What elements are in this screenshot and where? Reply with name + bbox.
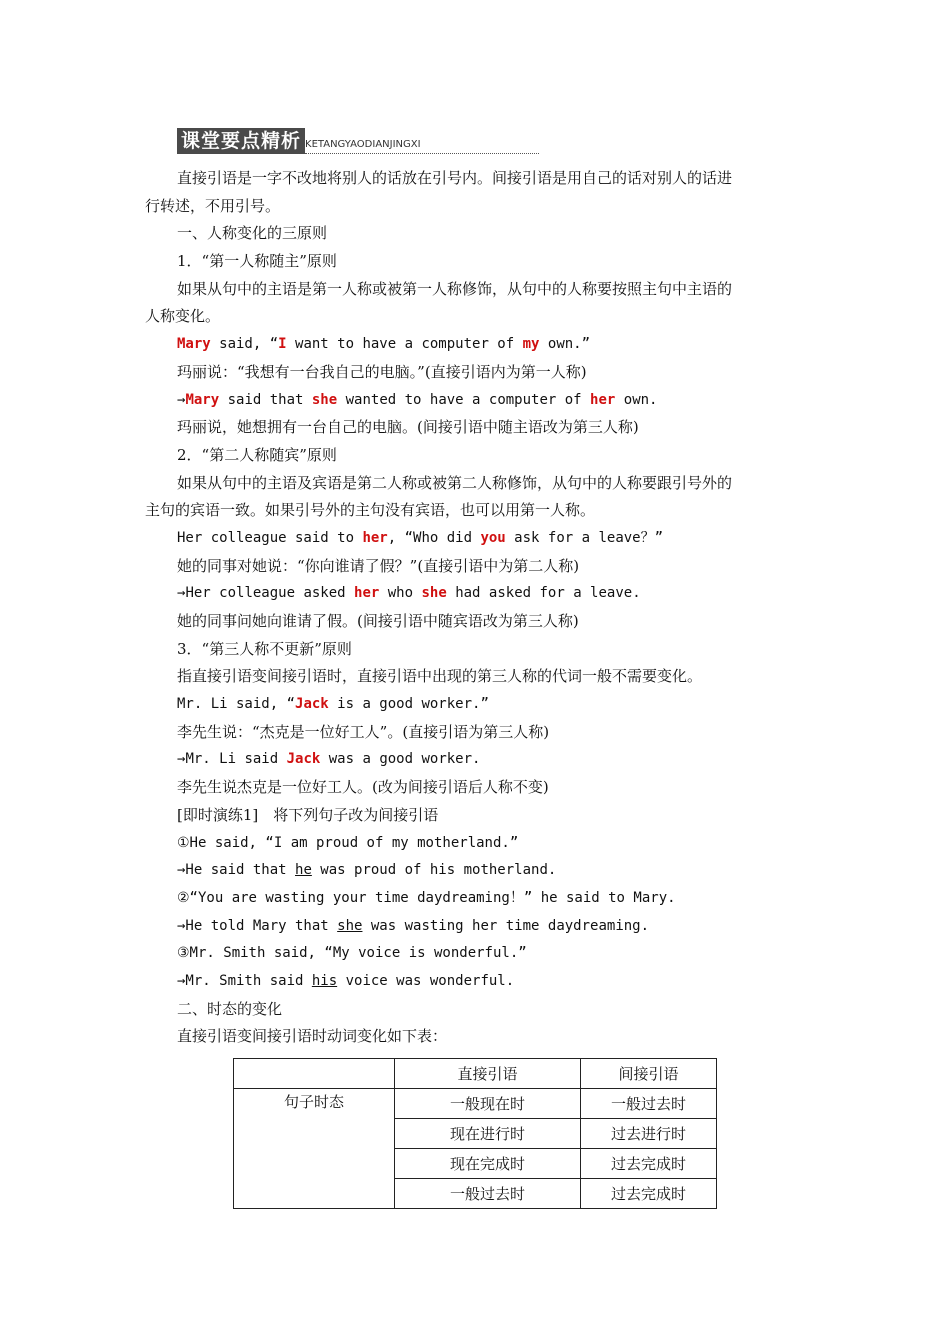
- header-title: 课堂要点精析: [177, 128, 305, 154]
- rule-2-title: 2．“第二人称随宾”原则: [177, 445, 337, 464]
- practice-2-answer: →He told Mary that she was wasting her time daydreaming.: [177, 917, 650, 934]
- highlight-word: Mary: [185, 391, 220, 408]
- table-header-cell: 间接引语: [581, 1059, 717, 1089]
- example-3-indirect-translation: 李先生说杰克是一位好工人。(改为间接引语后人称不变): [177, 778, 549, 797]
- highlight-word: Jack: [295, 696, 329, 713]
- section-2-desc: 直接引语变间接引语时动词变化如下表：: [177, 1027, 448, 1046]
- section-header: [177, 128, 539, 156]
- practice-1: ①He said, “I am proud of my motherland.”: [177, 834, 519, 851]
- highlight-word: her: [354, 585, 380, 602]
- highlight-word: Mary: [177, 336, 211, 353]
- example-3-translation: 李先生说：“杰克是一位好工人”。(直接引语为第三人称): [177, 722, 550, 741]
- intro-line-1: 直接引语是一字不改地将别人的话放在引号内。间接引语是用自己的话对别人的话进: [177, 169, 733, 187]
- arrow-icon: →: [177, 585, 186, 602]
- highlight-word: she: [311, 391, 338, 408]
- rule-2-desc-1: 如果从句中的主语及宾语是第二人称或被第二人称修饰，从句中的人称要跟引号外的: [177, 473, 733, 492]
- highlight-word: her: [362, 529, 388, 546]
- answer-word: his: [311, 972, 338, 989]
- rule-1-desc-1: 如果从句中的主语是第一人称或被第一人称修饰，从句中的人称要按照主句中主语的: [177, 279, 733, 298]
- arrow-icon: →: [177, 751, 186, 768]
- practice-1-answer: →He said that he was proud of his motherland.: [177, 862, 557, 879]
- example-3-indirect: →Mr. Li said Jack was a good worker.: [177, 751, 481, 768]
- example-3: Mr. Li said, “Jack is a good worker.”: [177, 696, 489, 713]
- rule-1-desc-2: 人称变化。: [145, 307, 221, 326]
- rule-3-desc: 指直接引语变间接引语时，直接引语中出现的第三人称的代词一般不需要变化。: [177, 667, 703, 686]
- example-2: Her colleague said to her, “Who did you ask for a leave？”: [177, 529, 664, 546]
- example-1-translation: 玛丽说：“我想有一台我自己的电脑。”(直接引语内为第一人称): [177, 362, 587, 381]
- example-2-indirect: →Her colleague asked her who she had asked for a leave.: [177, 585, 641, 602]
- highlight-word: Jack: [286, 751, 321, 768]
- example-2-indirect-translation: 她的同事问她向谁请了假。(间接引语中随宾语改为第三人称): [177, 612, 579, 630]
- rule-3-title: 3．“第三人称不更新”原则: [177, 639, 352, 658]
- table-cell: 现在进行时: [395, 1119, 581, 1149]
- highlight-word: my: [522, 336, 540, 353]
- highlight-word: you: [480, 529, 506, 546]
- section-1-title: 一、人称变化的三原则: [177, 224, 328, 243]
- practice-3-answer: →Mr. Smith said his voice was wonderful.: [177, 972, 515, 989]
- answer-word: she: [337, 917, 363, 934]
- example-1: Mary said, “I want to have a computer of my own.”: [177, 336, 591, 353]
- practice-2: ②“You are wasting your time daydreaming！” he said to Mary.: [177, 889, 676, 906]
- table-row: [234, 1089, 717, 1119]
- example-2-translation: 她的同事对她说：“你向谁请了假？”(直接引语中为第二人称): [177, 556, 580, 575]
- example-1-indirect: →Mary said that she wanted to have a computer of her own.: [177, 391, 658, 408]
- example-1-indirect-translation: 玛丽说，她想拥有一台自己的电脑。(间接引语中随主语改为第三人称): [177, 418, 639, 437]
- practice-3: ③Mr. Smith said, “My voice is wonderful.”: [177, 945, 527, 962]
- table-cell: 过去完成时: [581, 1149, 717, 1179]
- intro-line-2: 行转述，不用引号。: [145, 196, 281, 215]
- table-cell: 过去完成时: [581, 1179, 717, 1209]
- table-header-cell: 直接引语: [395, 1059, 581, 1089]
- row-label-cell: 句子时态: [234, 1089, 395, 1209]
- table-cell: 一般过去时: [581, 1089, 717, 1119]
- table-cell: 现在完成时: [395, 1149, 581, 1179]
- table-cell: 一般过去时: [395, 1179, 581, 1209]
- table-cell: 过去进行时: [581, 1119, 717, 1149]
- table-header-cell: [234, 1059, 395, 1089]
- tense-table: [233, 1058, 717, 1209]
- highlight-word: she: [421, 585, 447, 602]
- highlight-word: her: [590, 391, 616, 408]
- rule-1-title: 1．“第一人称随主”原则: [177, 252, 337, 271]
- arrow-icon: →: [177, 391, 186, 408]
- practice-title: [即时演练1] 将下列句子改为间接引语: [177, 805, 439, 824]
- table-cell: 一般现在时: [395, 1089, 581, 1119]
- table-header-row: [234, 1059, 717, 1089]
- answer-word: he: [295, 862, 312, 879]
- highlight-word: I: [278, 336, 287, 353]
- section-2-title: 二、时态的变化: [177, 999, 283, 1018]
- header-subtitle: KETANGYAODIANJINGXI: [305, 138, 539, 154]
- rule-2-desc-2: 主句的宾语一致。如果引号外的主句没有宾语，也可以用第一人称。: [145, 501, 596, 520]
- document-body: [145, 165, 809, 1051]
